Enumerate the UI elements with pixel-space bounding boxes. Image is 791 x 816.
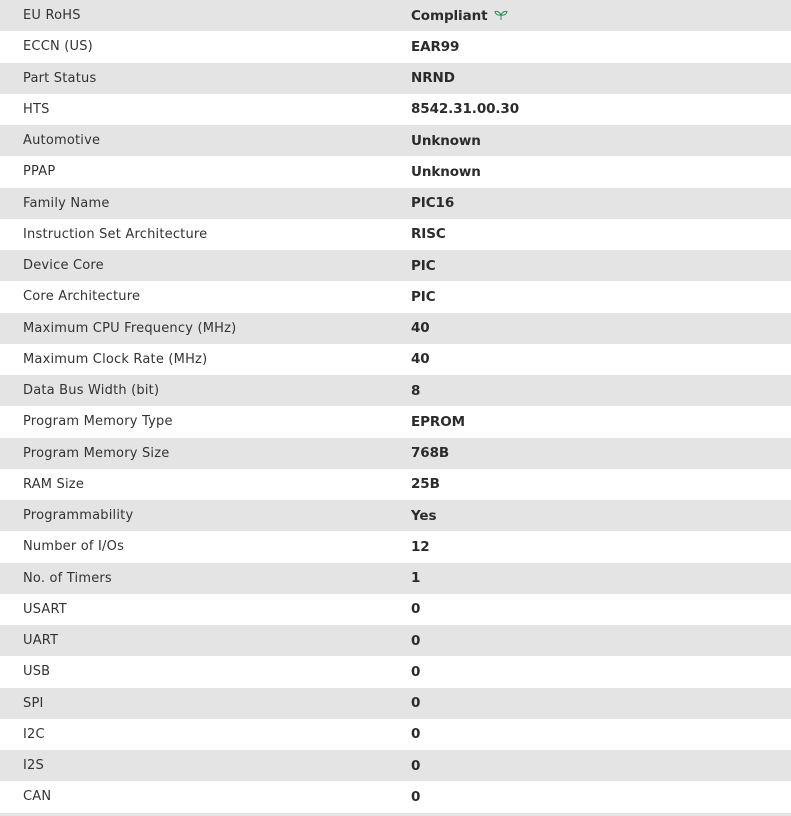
spec-label: I2C — [23, 726, 45, 742]
spec-label: Programmability — [23, 508, 134, 524]
spec-row-number-of-timers — [0, 563, 791, 594]
spec-value: EAR99 — [411, 38, 460, 55]
spec-label: SPI — [23, 695, 44, 711]
spec-row-spi — [0, 688, 791, 719]
leaf-icon — [494, 9, 508, 21]
spec-value-cell — [411, 0, 791, 31]
spec-row-programmability — [0, 500, 791, 531]
spec-label: Part Status — [23, 70, 97, 86]
spec-value: PIC16 — [411, 195, 455, 212]
spec-value: Yes — [411, 507, 437, 524]
spec-value: NRND — [411, 70, 455, 87]
spec-value: 8 — [411, 382, 421, 399]
spec-row-eu-rohs — [0, 0, 791, 31]
spec-label: Automotive — [23, 133, 101, 149]
spec-label: USART — [23, 601, 67, 617]
spec-label: No. of Timers — [23, 570, 112, 586]
spec-row-family-name — [0, 188, 791, 219]
spec-row-can — [0, 781, 791, 812]
spec-value: PIC — [411, 257, 436, 274]
spec-value: 0 — [411, 726, 421, 743]
spec-row-program-memory-size — [0, 438, 791, 469]
spec-row-number-of-ios — [0, 531, 791, 562]
spec-row-data-bus-width — [0, 375, 791, 406]
spec-value: Unknown — [411, 163, 481, 180]
spec-label: Maximum Clock Rate (MHz) — [23, 351, 208, 367]
spec-label: Family Name — [23, 195, 110, 211]
spec-value: EPROM — [411, 413, 465, 430]
spec-value: 0 — [411, 663, 421, 680]
spec-label: USB — [23, 664, 51, 680]
spec-row-max-clock-rate — [0, 344, 791, 375]
spec-value: Compliant — [411, 7, 488, 24]
spec-row-program-memory-type — [0, 406, 791, 437]
spec-value: PIC — [411, 288, 436, 305]
spec-value: 40 — [411, 320, 430, 337]
spec-row-uart — [0, 625, 791, 656]
spec-row-ppap — [0, 156, 791, 187]
spec-value: 768B — [411, 445, 450, 462]
spec-row-core-architecture — [0, 281, 791, 312]
spec-label: HTS — [23, 101, 50, 117]
spec-value: 0 — [411, 695, 421, 712]
spec-row-i2s — [0, 750, 791, 781]
spec-row-i2c — [0, 719, 791, 750]
spec-label: Data Bus Width (bit) — [23, 383, 160, 399]
spec-row-usart — [0, 594, 791, 625]
spec-row-usb — [0, 656, 791, 687]
spec-label: I2S — [23, 758, 44, 774]
spec-label: Core Architecture — [23, 289, 141, 305]
spec-row-eccn — [0, 31, 791, 62]
spec-label: ECCN (US) — [23, 39, 93, 55]
spec-label: PPAP — [23, 164, 56, 180]
spec-value: 0 — [411, 788, 421, 805]
spec-label: Program Memory Type — [23, 414, 173, 430]
spec-row-max-cpu-frequency — [0, 313, 791, 344]
spec-value: 0 — [411, 601, 421, 618]
spec-value: Unknown — [411, 132, 481, 149]
spec-row-ram-size — [0, 469, 791, 500]
spec-value: RISC — [411, 226, 446, 243]
spec-value: 0 — [411, 757, 421, 774]
spec-label: Instruction Set Architecture — [23, 226, 208, 242]
spec-label: Program Memory Size — [23, 445, 170, 461]
spec-value: 8542.31.00.30 — [411, 101, 520, 118]
spec-value: 1 — [411, 570, 421, 587]
spec-label: CAN — [23, 789, 52, 805]
spec-label: UART — [23, 633, 59, 649]
spec-row-automotive — [0, 125, 791, 156]
spec-label: Device Core — [23, 258, 104, 274]
spec-label: Maximum CPU Frequency (MHz) — [23, 320, 237, 336]
spec-row-part-status — [0, 63, 791, 94]
spec-row-hts — [0, 94, 791, 125]
spec-value: 0 — [411, 632, 421, 649]
spec-value: 12 — [411, 538, 430, 555]
spec-value: 25B — [411, 476, 440, 493]
spec-row-instruction-set — [0, 219, 791, 250]
spec-label: EU RoHS — [23, 8, 81, 24]
spec-label: Number of I/Os — [23, 539, 125, 555]
spec-label: RAM Size — [23, 476, 85, 492]
table-bottom-divider — [0, 813, 791, 816]
spec-row-device-core — [0, 250, 791, 281]
spec-value: 40 — [411, 351, 430, 368]
